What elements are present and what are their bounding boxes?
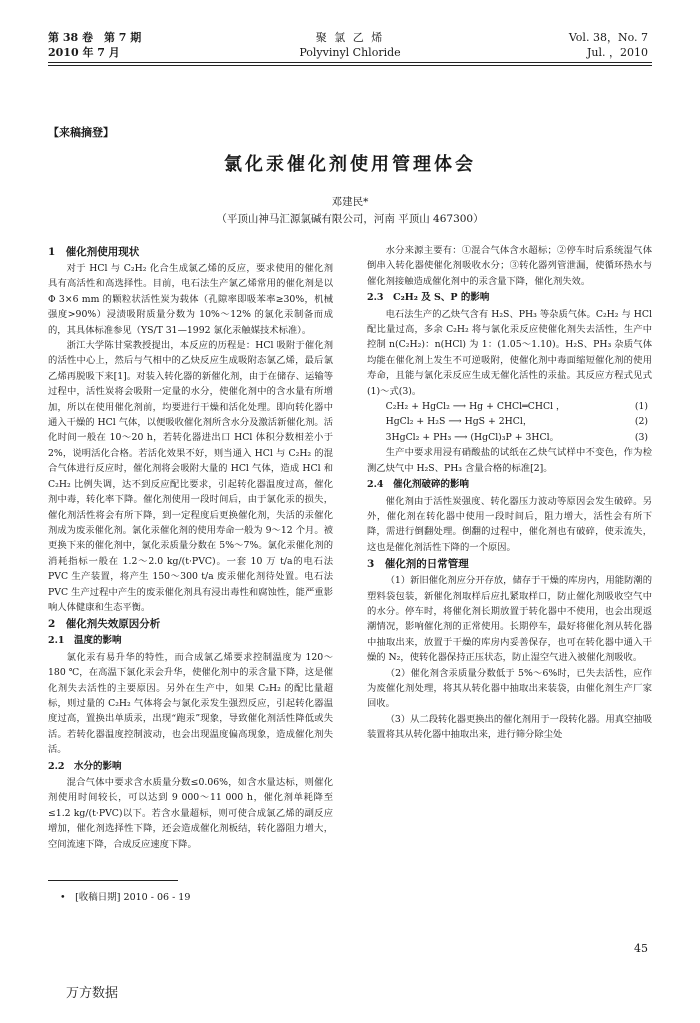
volume-date-en: Jul. ，2010 bbox=[587, 46, 648, 59]
equation-text: HgCl₂ + H₂S ⟶ HgS + 2HCl， bbox=[385, 416, 533, 428]
journal-name-en: Polyvinyl Chloride bbox=[299, 46, 401, 59]
equation-text: C₂H₂ + HgCl₂ ⟶ Hg + CHCl═CHCl ， bbox=[385, 401, 566, 413]
paragraph: （2）催化剂含汞质量分数低于 5%～6%时，已失去活性，应作为废催化剂处理，将其从转化器中抽取出来装袋，由催化剂生产厂家回收。 bbox=[367, 667, 652, 710]
affiliation: （平顶山神马汇源氯碱有限公司，河南 平顶山 467300） bbox=[216, 213, 484, 225]
equation-number: (1) bbox=[634, 401, 648, 413]
subsection-heading-2-2: 2.2 水分的影响 bbox=[48, 760, 122, 772]
paragraph: （1）新旧催化剂应分开存放，储存于干燥的库房内，用能防潮的塑料袋包装，新催化剂取样后应扎紧取样口，防止催化剂吸收空气中的水分。停车时，将催化剂长期放置于转化器中不使用，也会出现返潮情况，影响催化剂的正常使用。长期停车，最好将催化剂从转化器中抽取出来，放置于干燥的库房内妥善保存，也可在转化器中通入干燥的 N₂，使转化器保持正压状态，防止湿空气进入被催化剂吸收。 bbox=[367, 575, 652, 664]
subsection-heading-2-1: 2.1 温度的影响 bbox=[48, 635, 122, 647]
author: 邓建民* bbox=[331, 196, 369, 208]
paragraph: 电石法生产的乙炔气含有 H₂S、PH₃ 等杂质气体。C₂H₂ 与 HCl 配比量过高，多余 C₂H₂ 将与氯化汞反应使催化剂失去活性，生产中控制 n(C₂H₂)：n(HCl) 为 1：(1.05～1.10)。H₂S、PH₃ 杂质气体均能在催化剂上发生不可逆吸附，使催化剂中毒面缩短催化剂的使用寿命，且能与氯化汞反应生成无催化活性的汞盐。其反应方程式见式(1)～式(3)。 bbox=[367, 308, 652, 397]
paragraph: 浙江大学陈甘棠教授提出，本反应的历程是：HCl 吸附于催化剂的活性中心上，然后与气相中的乙炔反应生成吸附态氯乙烯，最后氯乙烯再脱吸下来[1]。对装入转化器的新催化剂，由于在储存、运输等过程中，活性炭将会吸附一定量的水分，使催化剂中的含水量有所增加，所以在使用催化剂前，均要进行干燥和活化处理。即向转化器中通入干燥的 HCl 气体，以便吸收催化剂所含水分及激活新催化剂。活化时间一般在 10～20 h，若转化器进出口 HCl 体积分数相差小于 2%，说明活化合格。若活化效果不好，则当通入 HCl 与 C₂H₂ 的混合气体进行反应时，催化剂将会吸附大量的 HCl 气体，造成 HCl 和 C₂H₂ 比例失调，达不到反应配比要求，引起转化器温度过高，催化剂中毒，转化率下降。催化剂使用一段时间后，由于氯化汞的损失，催化剂活性将会有所下降，到一定程度后更换催化剂，失活的汞催化剂成为废汞催化剂。氯化汞催化剂的使用寿命一般为 9～12 个月。被更换下来的催化剂中，氯化汞质量分数在 5%～7%。氯化汞催化剂的消耗指标一般在 1.2～2.0 kg/(t·PVC)。一套 10 万 t/a的电石法 PVC 生产装置，将产生 150～300 t/a 废汞催化剂待处置。电石法 PVC 生产过程中产生的废汞催化剂具有浸出毒性和腐蚀性，能严重影响人体健康和生态平衡。 bbox=[48, 340, 333, 613]
subsection-heading-2-3: 2.3 C₂H₂ 及 S、P 的影响 bbox=[367, 292, 490, 304]
issue-date: 2010 年 7 月 bbox=[48, 46, 120, 59]
paragraph: （3）从二段转化器更换出的催化剂用于一段转化器。用真空抽吸装置将其从转化器中抽取出来，进行筛分除尘处 bbox=[367, 713, 652, 741]
paragraph: 水分来源主要有：①混合气体含水超标；②停车时后系统湿气体倒串入转化器使催化剂吸收水分；③转化器列管泄漏，使循环热水与催化剂接触造成催化剂中的汞含量下降，催化剂失效。 bbox=[367, 245, 652, 287]
equation-number: (3) bbox=[634, 431, 648, 443]
subsection-heading-2-4: 2.4 催化剂破碎的影响 bbox=[367, 479, 470, 491]
source-watermark: 万方数据 bbox=[66, 986, 119, 1001]
paragraph: 生产中要求用浸有硝酸盐的试纸在乙炔气试样中不变色，作为检测乙炔气中 H₂S、PH₃ 含量合格的标准[2]。 bbox=[367, 447, 652, 474]
volume-number-en: Vol. 38，No. 7 bbox=[568, 31, 648, 44]
received-date-footnote: • [收稿日期] 2010 - 06 - 19 bbox=[60, 892, 191, 903]
equation-number: (2) bbox=[634, 416, 648, 428]
section-heading-3: 3 催化剂的日常管理 bbox=[367, 558, 469, 571]
equation-2 bbox=[367, 414, 652, 429]
section-tag: 【来稿摘登】 bbox=[48, 126, 114, 139]
equation-text: 3HgCl₂ + PH₃ ⟶ (HgCl)₃P + 3HCl。 bbox=[385, 431, 559, 443]
column-right bbox=[367, 243, 652, 743]
footnote-rule bbox=[48, 880, 178, 881]
section-heading-1: 1 催化剂使用现状 bbox=[48, 246, 140, 258]
journal-volume-en bbox=[569, 30, 648, 60]
section-heading-2: 2 催化剂失效原因分析 bbox=[48, 618, 161, 631]
issue-volume: 第 38 卷 第 7 期 bbox=[48, 31, 142, 44]
paragraph: 对于 HCl 与 C₂H₂ 化合生成氯乙烯的反应，要求使用的催化剂具有高活性和高选择性。目前，电石法生产氯乙烯常用的催化剂是以 Φ 3×6 mm 的颗粒状活性炭为载体（孔隙率即吸苯率≥30%，机械强度>90%）浸渍吸附质量分数为 10%～12% 的氯化汞制备而成的，其具体标准参见（YS/T 31—1992 氯化汞触媒技术标准）。 bbox=[48, 263, 333, 336]
paragraph: 混合气体中要求含水质量分数≤0.06%，如含水量达标，则催化剂使用时间较长，可以达到 9 000～11 000 h，催化剂单耗降至≤1.2 kg/(t·PVC)以下。若含水量超标，则可使合成氯乙烯的副反应增加，催化剂选择性下降，还会造成催化剂板结，转化器阻力增大，空间流速下降，合成反应速度下降。 bbox=[48, 777, 333, 850]
equation-3 bbox=[367, 430, 652, 445]
column-left bbox=[48, 243, 333, 852]
journal-name-cn: 聚 氯 乙 烯 bbox=[315, 31, 385, 44]
paragraph: 氯化汞有易升华的特性，而合成氯乙烯要求控制温度为 120～180 ℃，在高温下氯化汞会升华，使催化剂中的汞含量下降，这是催化剂失去活性的主要原因。另外在生产中，如果 C₂H₂ 的配比量超标，则过量的 C₂H₂ 气体将会与氯化汞发生强烈反应，引起转化器温度过高，置换出单质汞，出现“跑汞”现象，导致催化剂活性降低或失活。若转化器温度控制波动，也会出现温度偏高现象，造成催化剂失活。 bbox=[48, 651, 333, 756]
article-title: 氯化汞催化剂使用管理体会 bbox=[224, 154, 476, 175]
paragraph: 催化剂由于活性炭强度、转化器压力波动等原因会发生破碎。另外，催化剂在转化器中使用一段时间后，阻力增大，活性会有所下降，需进行倒翻处理。倒翻的过程中，催化剂也有破碎，使汞流失，这也是催化剂活性下降的一个原因。 bbox=[367, 495, 652, 553]
page-number: 45 bbox=[634, 942, 648, 955]
header-rule-bottom bbox=[48, 65, 652, 66]
header-rule-top bbox=[48, 62, 652, 63]
equation-1 bbox=[367, 399, 652, 414]
